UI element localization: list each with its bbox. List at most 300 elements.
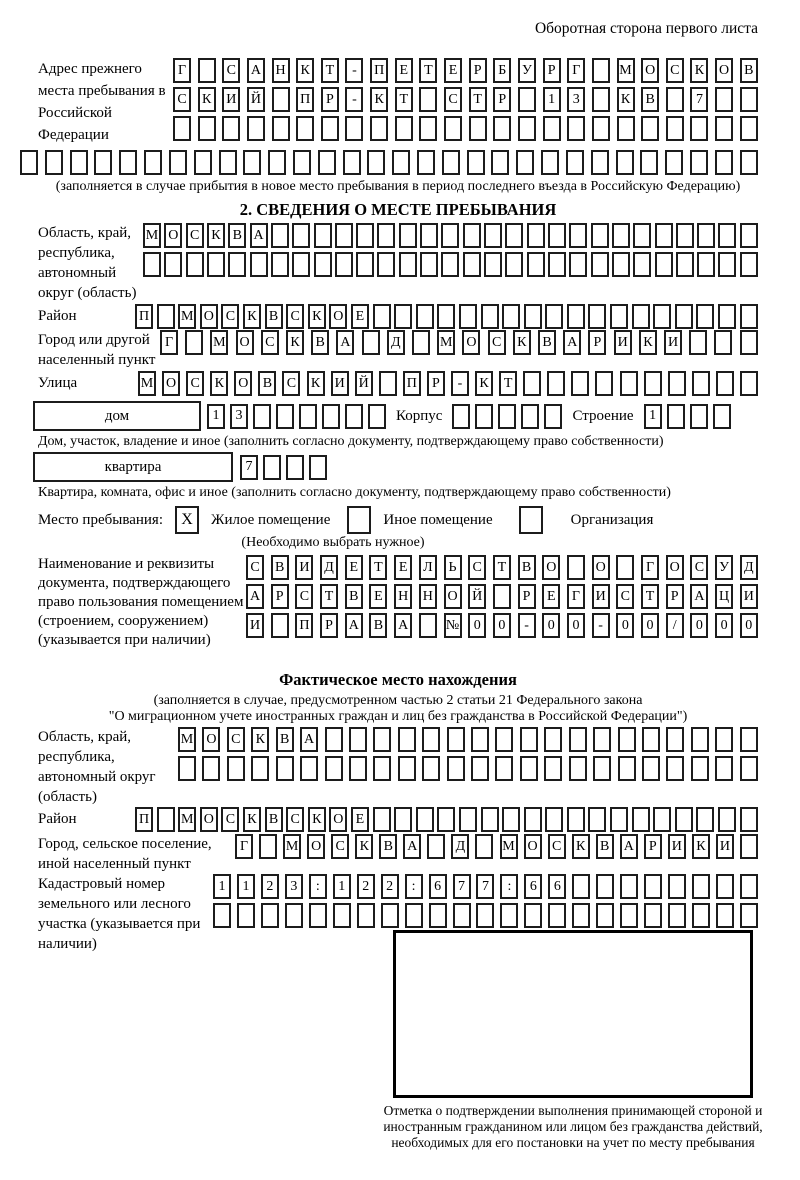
form-cell[interactable] <box>588 807 606 832</box>
form-cell[interactable]: Р <box>469 58 487 83</box>
form-cell[interactable]: В <box>258 371 276 396</box>
form-cell[interactable]: 0 <box>641 613 659 638</box>
form-cell[interactable] <box>173 116 191 141</box>
form-cell[interactable] <box>633 252 651 277</box>
form-cell[interactable]: А <box>246 584 264 609</box>
form-cell[interactable]: С <box>295 584 313 609</box>
form-cell[interactable]: К <box>207 223 225 248</box>
form-cell[interactable]: 0 <box>740 613 758 638</box>
form-cell[interactable]: А <box>247 58 265 83</box>
form-cell[interactable]: И <box>716 834 734 859</box>
form-cell[interactable] <box>493 116 511 141</box>
form-cell[interactable] <box>442 150 460 175</box>
form-cell[interactable] <box>335 223 353 248</box>
form-cell[interactable]: С <box>690 555 708 580</box>
form-cell[interactable] <box>502 304 520 329</box>
form-cell[interactable] <box>395 116 413 141</box>
form-cell[interactable] <box>314 223 332 248</box>
form-cell[interactable] <box>463 223 481 248</box>
form-cell[interactable] <box>543 116 561 141</box>
form-cell[interactable] <box>405 903 423 928</box>
form-cell[interactable] <box>345 404 363 429</box>
form-cell[interactable] <box>143 252 161 277</box>
form-cell[interactable]: Е <box>394 555 412 580</box>
form-cell[interactable]: С <box>616 584 634 609</box>
form-cell[interactable] <box>740 116 758 141</box>
form-cell[interactable] <box>518 116 536 141</box>
form-cell[interactable] <box>169 150 187 175</box>
form-cell[interactable] <box>268 150 286 175</box>
form-cell[interactable] <box>498 404 516 429</box>
form-cell[interactable] <box>544 727 562 752</box>
form-cell[interactable] <box>569 223 587 248</box>
form-cell[interactable] <box>593 727 611 752</box>
form-cell[interactable] <box>692 371 710 396</box>
form-cell[interactable] <box>285 903 303 928</box>
form-cell[interactable] <box>373 807 391 832</box>
form-cell[interactable] <box>566 150 584 175</box>
form-cell[interactable]: Е <box>395 58 413 83</box>
form-cell[interactable]: А <box>345 613 363 638</box>
form-cell[interactable] <box>459 807 477 832</box>
form-cell[interactable]: О <box>200 304 218 329</box>
form-cell[interactable]: У <box>518 58 536 83</box>
form-cell[interactable]: В <box>641 87 659 112</box>
form-cell[interactable]: С <box>488 330 506 355</box>
form-cell[interactable] <box>392 150 410 175</box>
form-cell[interactable]: И <box>614 330 632 355</box>
form-cell[interactable] <box>356 223 374 248</box>
form-cell[interactable] <box>484 252 502 277</box>
form-cell[interactable]: В <box>271 555 289 580</box>
house-box[interactable] <box>33 401 201 431</box>
form-cell[interactable] <box>740 371 758 396</box>
form-cell[interactable]: Г <box>173 58 191 83</box>
form-cell[interactable]: С <box>186 371 204 396</box>
form-cell[interactable] <box>373 756 391 781</box>
form-cell[interactable] <box>325 756 343 781</box>
form-cell[interactable] <box>610 304 628 329</box>
form-cell[interactable]: Р <box>271 584 289 609</box>
form-cell[interactable] <box>715 150 733 175</box>
form-cell[interactable]: Е <box>369 584 387 609</box>
form-cell[interactable] <box>453 903 471 928</box>
form-cell[interactable] <box>692 903 710 928</box>
form-cell[interactable] <box>696 807 714 832</box>
form-cell[interactable]: К <box>243 304 261 329</box>
form-cell[interactable]: Г <box>235 834 253 859</box>
form-cell[interactable]: 0 <box>468 613 486 638</box>
form-cell[interactable]: Р <box>644 834 662 859</box>
form-cell[interactable]: И <box>331 371 349 396</box>
form-cell[interactable] <box>516 150 534 175</box>
form-cell[interactable]: И <box>740 584 758 609</box>
form-cell[interactable] <box>616 555 634 580</box>
form-cell[interactable] <box>293 150 311 175</box>
form-cell[interactable] <box>675 807 693 832</box>
form-cell[interactable] <box>505 223 523 248</box>
form-cell[interactable]: К <box>308 807 326 832</box>
form-cell[interactable] <box>690 404 708 429</box>
form-cell[interactable] <box>518 87 536 112</box>
form-cell[interactable]: 1 <box>237 874 255 899</box>
form-cell[interactable]: Ц <box>715 584 733 609</box>
form-cell[interactable] <box>381 903 399 928</box>
form-cell[interactable]: В <box>538 330 556 355</box>
form-cell[interactable] <box>441 223 459 248</box>
form-cell[interactable]: М <box>178 807 196 832</box>
form-cell[interactable] <box>715 756 733 781</box>
form-cell[interactable]: К <box>308 304 326 329</box>
form-cell[interactable] <box>429 903 447 928</box>
form-cell[interactable]: Д <box>451 834 469 859</box>
form-cell[interactable]: М <box>283 834 301 859</box>
form-cell[interactable] <box>567 116 585 141</box>
form-cell[interactable] <box>335 252 353 277</box>
form-cell[interactable] <box>194 150 212 175</box>
form-cell[interactable]: - <box>345 87 363 112</box>
form-cell[interactable] <box>592 87 610 112</box>
form-cell[interactable] <box>420 252 438 277</box>
form-cell[interactable] <box>572 874 590 899</box>
form-cell[interactable] <box>502 807 520 832</box>
form-cell[interactable] <box>198 58 216 83</box>
form-cell[interactable] <box>437 304 455 329</box>
form-cell[interactable] <box>394 304 412 329</box>
form-cell[interactable] <box>379 371 397 396</box>
form-cell[interactable] <box>398 756 416 781</box>
form-cell[interactable]: Н <box>394 584 412 609</box>
form-cell[interactable] <box>572 903 590 928</box>
form-cell[interactable] <box>367 150 385 175</box>
form-cell[interactable]: О <box>542 555 560 580</box>
form-cell[interactable] <box>467 150 485 175</box>
form-cell[interactable] <box>596 874 614 899</box>
form-cell[interactable] <box>667 404 685 429</box>
form-cell[interactable] <box>541 150 559 175</box>
form-cell[interactable] <box>416 807 434 832</box>
form-cell[interactable] <box>676 252 694 277</box>
form-cell[interactable] <box>618 756 636 781</box>
form-cell[interactable] <box>322 404 340 429</box>
form-cell[interactable]: О <box>592 555 610 580</box>
form-cell[interactable]: 6 <box>429 874 447 899</box>
form-cell[interactable] <box>716 874 734 899</box>
form-cell[interactable]: Е <box>351 304 369 329</box>
form-cell[interactable] <box>544 756 562 781</box>
form-cell[interactable] <box>665 150 683 175</box>
form-cell[interactable]: Г <box>641 555 659 580</box>
form-cell[interactable]: С <box>548 834 566 859</box>
form-cell[interactable] <box>545 304 563 329</box>
form-cell[interactable]: О <box>200 807 218 832</box>
form-cell[interactable]: 2 <box>357 874 375 899</box>
form-cell[interactable]: О <box>236 330 254 355</box>
form-cell[interactable]: В <box>369 613 387 638</box>
organization-checkbox[interactable] <box>519 506 543 534</box>
form-cell[interactable] <box>272 116 290 141</box>
form-cell[interactable] <box>610 807 628 832</box>
form-cell[interactable]: / <box>666 613 684 638</box>
form-cell[interactable]: А <box>403 834 421 859</box>
form-cell[interactable] <box>491 150 509 175</box>
form-cell[interactable]: - <box>451 371 469 396</box>
form-cell[interactable] <box>419 87 437 112</box>
form-cell[interactable]: С <box>227 727 245 752</box>
form-cell[interactable] <box>416 304 434 329</box>
form-cell[interactable] <box>690 150 708 175</box>
form-cell[interactable]: К <box>513 330 531 355</box>
form-cell[interactable] <box>463 252 481 277</box>
form-cell[interactable]: 1 <box>333 874 351 899</box>
form-cell[interactable]: К <box>286 330 304 355</box>
form-cell[interactable] <box>567 555 585 580</box>
form-cell[interactable]: 2 <box>381 874 399 899</box>
form-cell[interactable]: М <box>617 58 635 83</box>
form-cell[interactable] <box>596 903 614 928</box>
form-cell[interactable] <box>642 756 660 781</box>
form-cell[interactable]: П <box>295 613 313 638</box>
form-cell[interactable]: Д <box>387 330 405 355</box>
form-cell[interactable] <box>250 252 268 277</box>
form-cell[interactable]: П <box>370 58 388 83</box>
form-cell[interactable] <box>718 807 736 832</box>
form-cell[interactable] <box>591 223 609 248</box>
form-cell[interactable] <box>641 116 659 141</box>
form-cell[interactable] <box>198 116 216 141</box>
form-cell[interactable]: А <box>620 834 638 859</box>
form-cell[interactable] <box>164 252 182 277</box>
form-cell[interactable] <box>740 874 758 899</box>
form-cell[interactable] <box>419 613 437 638</box>
form-cell[interactable] <box>715 727 733 752</box>
form-cell[interactable]: М <box>210 330 228 355</box>
form-cell[interactable] <box>569 252 587 277</box>
form-cell[interactable] <box>620 874 638 899</box>
form-cell[interactable]: К <box>296 58 314 83</box>
form-cell[interactable] <box>271 613 289 638</box>
form-cell[interactable]: А <box>336 330 354 355</box>
form-cell[interactable]: И <box>246 613 264 638</box>
form-cell[interactable] <box>237 903 255 928</box>
form-cell[interactable]: О <box>164 223 182 248</box>
form-cell[interactable] <box>592 116 610 141</box>
form-cell[interactable] <box>567 304 585 329</box>
form-cell[interactable]: 1 <box>543 87 561 112</box>
form-cell[interactable] <box>185 330 203 355</box>
form-cell[interactable] <box>325 727 343 752</box>
form-cell[interactable]: - <box>592 613 610 638</box>
form-cell[interactable]: Т <box>419 58 437 83</box>
form-cell[interactable]: С <box>444 87 462 112</box>
form-cell[interactable] <box>569 756 587 781</box>
form-cell[interactable] <box>612 223 630 248</box>
form-cell[interactable] <box>343 150 361 175</box>
form-cell[interactable] <box>452 404 470 429</box>
form-cell[interactable]: Б <box>493 58 511 83</box>
form-cell[interactable] <box>321 116 339 141</box>
form-cell[interactable] <box>616 150 634 175</box>
form-cell[interactable] <box>471 756 489 781</box>
form-cell[interactable] <box>437 807 455 832</box>
form-cell[interactable]: В <box>311 330 329 355</box>
form-cell[interactable]: 7 <box>476 874 494 899</box>
form-cell[interactable]: О <box>715 58 733 83</box>
form-cell[interactable] <box>691 756 709 781</box>
form-cell[interactable] <box>633 223 651 248</box>
form-cell[interactable] <box>523 371 541 396</box>
form-cell[interactable] <box>595 371 613 396</box>
form-cell[interactable] <box>207 252 225 277</box>
form-cell[interactable] <box>618 727 636 752</box>
form-cell[interactable]: И <box>592 584 610 609</box>
form-cell[interactable] <box>644 371 662 396</box>
form-cell[interactable]: Т <box>641 584 659 609</box>
form-cell[interactable]: А <box>394 613 412 638</box>
form-cell[interactable] <box>377 223 395 248</box>
form-cell[interactable] <box>571 371 589 396</box>
form-cell[interactable] <box>394 807 412 832</box>
form-cell[interactable]: Н <box>272 58 290 83</box>
form-cell[interactable]: В <box>276 727 294 752</box>
residential-checkbox[interactable]: X <box>175 506 199 534</box>
form-cell[interactable] <box>253 404 271 429</box>
form-cell[interactable]: П <box>135 304 153 329</box>
form-cell[interactable] <box>527 252 545 277</box>
form-cell[interactable] <box>617 116 635 141</box>
form-cell[interactable]: 0 <box>690 613 708 638</box>
form-cell[interactable] <box>666 87 684 112</box>
form-cell[interactable] <box>271 223 289 248</box>
form-cell[interactable] <box>653 807 671 832</box>
form-cell[interactable]: Е <box>542 584 560 609</box>
form-cell[interactable]: В <box>265 304 283 329</box>
form-cell[interactable]: Й <box>355 371 373 396</box>
form-cell[interactable] <box>243 150 261 175</box>
form-cell[interactable]: 1 <box>213 874 231 899</box>
form-cell[interactable] <box>675 304 693 329</box>
form-cell[interactable] <box>500 903 518 928</box>
form-cell[interactable]: К <box>475 371 493 396</box>
form-cell[interactable]: - <box>518 613 536 638</box>
form-cell[interactable]: О <box>462 330 480 355</box>
form-cell[interactable]: О <box>307 834 325 859</box>
form-cell[interactable] <box>398 727 416 752</box>
form-cell[interactable]: И <box>295 555 313 580</box>
form-cell[interactable] <box>286 455 304 480</box>
form-cell[interactable]: 1 <box>207 404 225 429</box>
form-cell[interactable]: 1 <box>644 404 662 429</box>
form-cell[interactable] <box>689 330 707 355</box>
form-cell[interactable]: Р <box>666 584 684 609</box>
form-cell[interactable] <box>740 727 758 752</box>
form-cell[interactable] <box>157 807 175 832</box>
form-cell[interactable]: 3 <box>567 87 585 112</box>
form-cell[interactable] <box>696 304 714 329</box>
form-cell[interactable] <box>548 903 566 928</box>
form-cell[interactable]: В <box>518 555 536 580</box>
form-cell[interactable] <box>247 116 265 141</box>
form-cell[interactable]: О <box>329 304 347 329</box>
form-cell[interactable]: К <box>690 58 708 83</box>
form-cell[interactable] <box>356 252 374 277</box>
form-cell[interactable] <box>419 116 437 141</box>
form-cell[interactable] <box>676 223 694 248</box>
form-cell[interactable] <box>668 874 686 899</box>
form-cell[interactable]: 3 <box>230 404 248 429</box>
form-cell[interactable] <box>655 252 673 277</box>
form-cell[interactable] <box>447 756 465 781</box>
form-cell[interactable] <box>527 223 545 248</box>
other-premises-checkbox[interactable] <box>347 506 371 534</box>
form-cell[interactable]: П <box>296 87 314 112</box>
form-cell[interactable] <box>715 116 733 141</box>
form-cell[interactable] <box>740 903 758 928</box>
form-cell[interactable] <box>668 371 686 396</box>
form-cell[interactable]: Г <box>567 584 585 609</box>
form-cell[interactable]: Т <box>369 555 387 580</box>
form-cell[interactable] <box>740 756 758 781</box>
form-cell[interactable]: Е <box>345 555 363 580</box>
form-cell[interactable]: С <box>286 304 304 329</box>
form-cell[interactable]: Р <box>427 371 445 396</box>
form-cell[interactable] <box>318 150 336 175</box>
form-cell[interactable]: 0 <box>542 613 560 638</box>
form-cell[interactable] <box>716 903 734 928</box>
form-cell[interactable] <box>716 371 734 396</box>
form-cell[interactable] <box>45 150 63 175</box>
form-cell[interactable] <box>459 304 477 329</box>
form-cell[interactable]: О <box>234 371 252 396</box>
form-cell[interactable] <box>714 330 732 355</box>
form-cell[interactable]: А <box>300 727 318 752</box>
form-cell[interactable] <box>640 150 658 175</box>
form-cell[interactable] <box>740 304 758 329</box>
form-cell[interactable] <box>259 834 277 859</box>
form-cell[interactable] <box>349 727 367 752</box>
form-cell[interactable] <box>495 756 513 781</box>
form-cell[interactable]: Д <box>320 555 338 580</box>
form-cell[interactable] <box>314 252 332 277</box>
form-cell[interactable] <box>300 756 318 781</box>
form-cell[interactable]: В <box>379 834 397 859</box>
form-cell[interactable] <box>469 116 487 141</box>
form-cell[interactable] <box>20 150 38 175</box>
form-cell[interactable]: И <box>222 87 240 112</box>
form-cell[interactable] <box>251 756 269 781</box>
form-cell[interactable]: С <box>468 555 486 580</box>
form-cell[interactable]: : <box>500 874 518 899</box>
form-cell[interactable]: С <box>282 371 300 396</box>
form-cell[interactable] <box>567 807 585 832</box>
form-cell[interactable]: И <box>664 330 682 355</box>
form-cell[interactable] <box>653 304 671 329</box>
form-cell[interactable] <box>263 455 281 480</box>
form-cell[interactable] <box>666 116 684 141</box>
form-cell[interactable]: К <box>355 834 373 859</box>
form-cell[interactable]: В <box>740 58 758 83</box>
form-cell[interactable] <box>666 727 684 752</box>
form-cell[interactable] <box>740 223 758 248</box>
apartment-box[interactable] <box>33 452 233 482</box>
form-cell[interactable] <box>481 304 499 329</box>
form-cell[interactable] <box>213 903 231 928</box>
form-cell[interactable] <box>362 330 380 355</box>
form-cell[interactable] <box>548 223 566 248</box>
form-cell[interactable] <box>399 223 417 248</box>
form-cell[interactable] <box>740 807 758 832</box>
form-cell[interactable] <box>476 903 494 928</box>
